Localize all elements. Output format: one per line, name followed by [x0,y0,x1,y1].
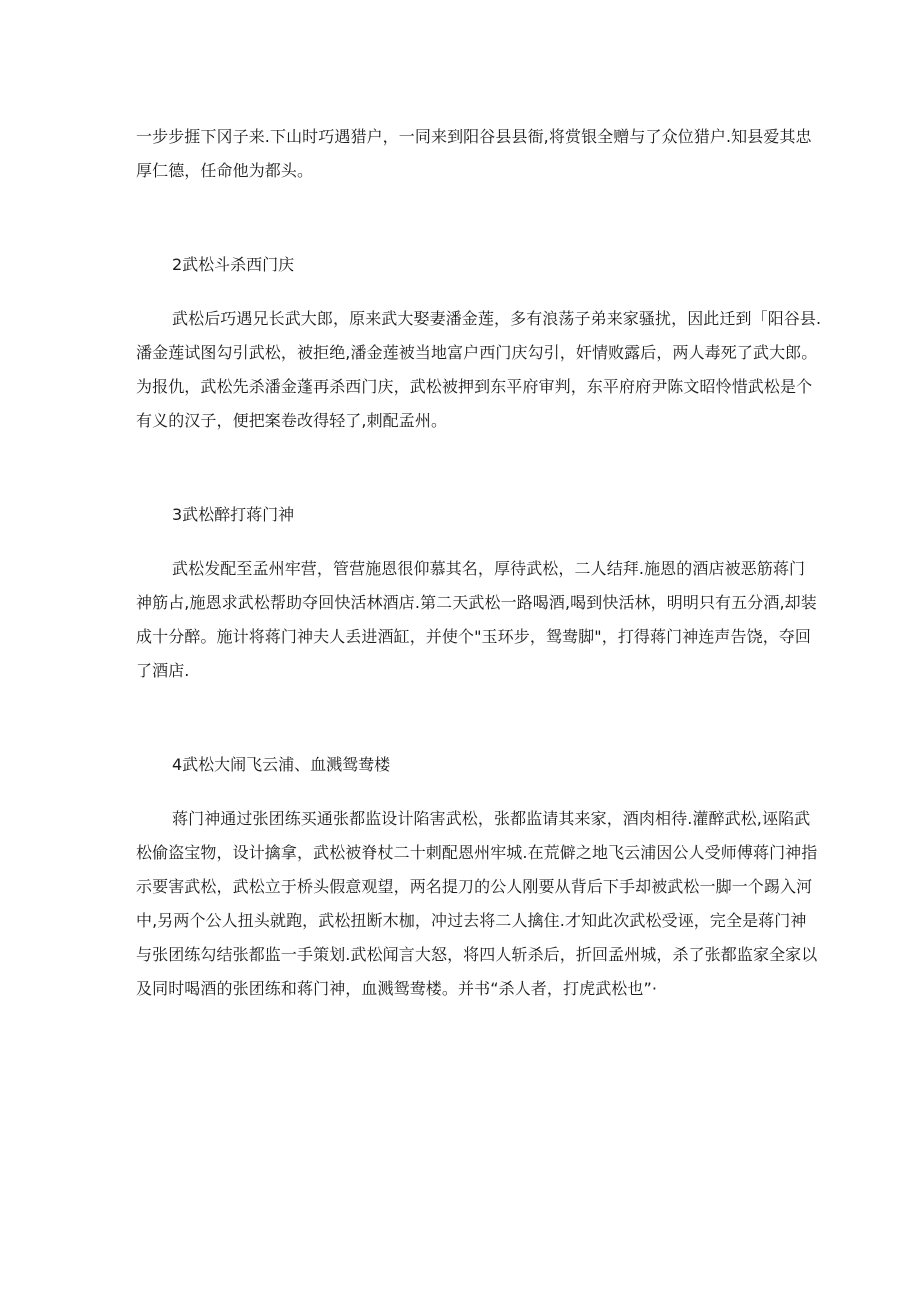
text-line: 蒋门神通过张团练买通张都监设计陷害武松，张都监请其来家，酒肉相待.灌醉武松,诬陷武 [172,809,811,828]
text-line: 潘金莲试图勾引武松，被拒绝,潘金莲被当地富户西门庆勾引，奸情败露后，两人毒死了武大郎。 [136,343,818,362]
text-line: 中,另两个公人扭头就跑，武松扭断木枷，冲过去将二人擒住.才知此次武松受诬，完全是蒋门神 [136,911,807,930]
section-paragraph [136,802,818,1006]
text-line: 有义的汉子，便把案卷改得轻了,刺配孟州。 [136,411,448,430]
text-line: 及同时喝酒的张团练和蒋门神，血溅鸳鸯楼。并书“杀人者，打虎武松也”· [136,979,658,998]
text-line: 示要害武松，武松立于桥头假意观望，两名提刀的公人刚要从背后下手却被武松一脚一个踢入河 [136,877,813,896]
intro-paragraph [136,120,812,188]
section-2 [136,248,822,438]
text-line: 与张团练勾结张都监一手策划.武松闻言大怒，将四人斩杀后，折回孟州城，杀了张都监家全家以 [136,945,818,964]
text-line: 为报仇，武松先杀潘金蓬再杀西门庆，武松被押到东平府审判，东平府府尹陈文昭怜惜武松是个 [136,377,813,396]
document-body [136,120,822,1006]
section-heading: 2武松斗杀西门庆 [172,255,295,274]
section-heading: 3武松醉打蒋门神 [172,505,295,524]
section-heading: 4武松大闹飞云浦、血溅鸳鸯楼 [172,755,391,774]
text-line: 神筋占,施恩求武松帮助夺回快活林酒店.第二天武松一路喝酒,喝到快活林，明明只有五分酒,却装 [136,593,817,612]
text-line: 成十分醉。施计将蒋门神夫人丢进酒缸，并使个"玉环步，鸳鸯脚"，打得蒋门神连声告饶，夺回 [136,627,812,646]
section-3 [136,498,817,688]
text-line: 厚仁德，任命他为都头。 [136,161,314,180]
text-line: 武松发配至孟州牢营，管营施恩很仰慕其名，厚待武松，二人结拜.施恩的酒店被恶筋蒋门 [172,559,806,578]
text-line: 了酒店. [136,661,190,680]
section-paragraph [136,552,817,688]
section-paragraph [136,302,822,438]
text-line: 一步步捱下冈子来.下山时巧遇猎户，一同来到阳谷县县衙,将赏银全赠与了众位猎户.知县爱其忠 [136,127,812,146]
text-line: 松偷盗宝物，设计擒拿，武松被脊杖二十刺配恩州牢城.在荒僻之地飞云浦因公人受师傅蒋门神指 [136,843,818,862]
text-line: 武松后巧遇兄长武大郎，原来武大娶妻潘金莲，多有浪荡子弟来家骚扰，因此迁到「阳谷县. [172,309,822,328]
section-4 [136,748,818,1006]
